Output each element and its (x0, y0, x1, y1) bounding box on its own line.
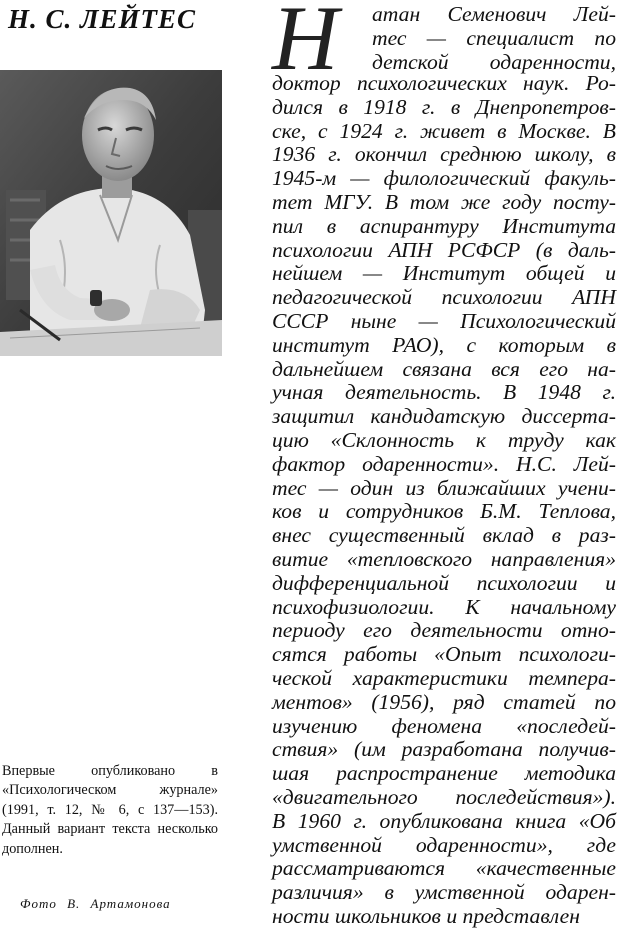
portrait-image (0, 70, 222, 356)
text-line: тет МГУ. В том же году посту- (272, 189, 616, 214)
text-line: психологии АПН РСФСР (в даль- (272, 237, 616, 262)
text-line: дальнейшем связана вся его на- (272, 356, 616, 381)
text-line: ков и сотрудников Б.М. Теплова, (272, 499, 616, 524)
author-photo (0, 70, 222, 356)
text-line: психофизиологии. К начальному (272, 594, 616, 619)
text-line: доктор психологических наук. Ро- (272, 71, 616, 95)
author-title: Н. С. ЛЕЙТЕС (8, 4, 197, 34)
article-column (272, 0, 616, 928)
text-line: ске, с 1924 г. живет в Москве. В (272, 118, 616, 143)
photo-credit: Фото В. Артамонова (20, 896, 171, 911)
drop-cap: Н (272, 0, 339, 89)
text-line: ментов» (1956), ряд статей по (272, 689, 616, 714)
text-line: цию «Склонность к труду как (272, 427, 616, 452)
text-line: пил в аспирантуру Института (272, 213, 616, 238)
text-line: педагогической психологии АПН (272, 285, 616, 310)
text-line: учная деятельность. В 1948 г. (272, 380, 616, 405)
article-opening (372, 3, 616, 74)
text-line: 1936 г. окончил среднюю школу, в (272, 142, 616, 167)
text-line: В 1960 г. опубликована книга «Об (272, 808, 616, 833)
text-line: периоду его деятельности отно- (272, 618, 616, 643)
article-body (272, 72, 616, 929)
text-line: СССР ныне — Психологический (272, 308, 616, 333)
text-line: институт РАО), с которым в (272, 332, 616, 357)
text-line: шая распространение методика (272, 761, 616, 786)
text-line: дился в 1918 г. в Днепропетров- (272, 94, 616, 119)
text-line: ческой характеристики темпера- (272, 665, 616, 690)
text-line: «двигательного последействия»). (272, 784, 616, 809)
text-line: умственной одаренности», где (272, 832, 616, 857)
text-line: рассматриваются «качественные (272, 856, 616, 881)
text-line: детской одаренности, (372, 49, 616, 74)
left-column (0, 0, 222, 917)
source-note: Впервые опубликовано в «Психологическом журнале» (1991, т. 12, № 6, с 137—153). Данный вариант текста несколько дополнен. (2, 763, 218, 857)
text-line: ствия» (им разработана получив- (272, 737, 616, 762)
text-line: изучению феномена «последей- (272, 713, 616, 738)
text-line: атан Семенович Лей- (372, 2, 616, 26)
text-line: различия» в умственной одарен- (272, 880, 616, 905)
text-line: витие «тепловского направления» (272, 546, 616, 571)
text-line: внес существенный вклад в раз- (272, 523, 616, 548)
text-line: тес — один из ближайших учени- (272, 475, 616, 500)
text-line: фактор одаренности». Н.С. Лей- (272, 451, 616, 476)
text-line: защитил кандидатскую диссерта- (272, 404, 616, 429)
text-line: дифференциальной психологии и (272, 570, 616, 595)
text-line: ности школьников и представлен (272, 903, 580, 928)
text-line: тес — специалист по (372, 25, 616, 50)
text-line: сятся работы «Опыт психологи- (272, 642, 616, 667)
text-line: 1945-м — филологический факуль- (272, 166, 616, 191)
text-line: нейшем — Институт общей и (272, 261, 616, 286)
